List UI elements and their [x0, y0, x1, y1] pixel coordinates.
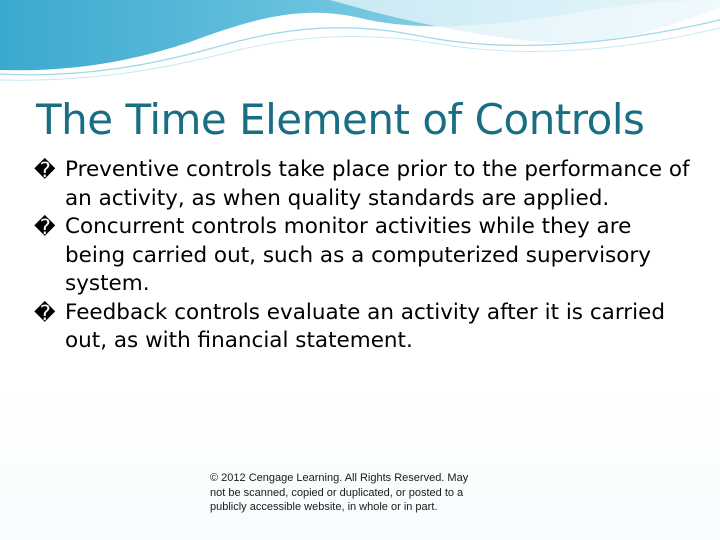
bullet-text: Feedback controls evaluate an activity after it is carried out, as with financial statement. [65, 299, 665, 353]
bullet-item [34, 299, 694, 356]
bullet-list [34, 156, 694, 356]
bullet-text: Concurrent controls monitor activities while they are being carried out, such as a computerized supervisory system. [65, 214, 651, 296]
bullet-item [34, 213, 694, 299]
bullet-item [34, 156, 694, 213]
bullet-marker-icon: � [34, 158, 56, 182]
slide-title: The Time Element of Controls [36, 95, 645, 144]
bullet-marker-icon: � [34, 215, 56, 239]
copyright-notice: © 2012 Cengage Learning. All Rights Reserved. May not be scanned, copied or duplicated, or posted to a publicly accessible website, in whole or in part. [210, 472, 469, 513]
bullet-marker-icon: � [34, 300, 56, 325]
bullet-text: Preventive controls take place prior to the performance of an activity, as when quality standards are applied. [65, 157, 690, 211]
header-wave-decoration [0, 0, 720, 90]
